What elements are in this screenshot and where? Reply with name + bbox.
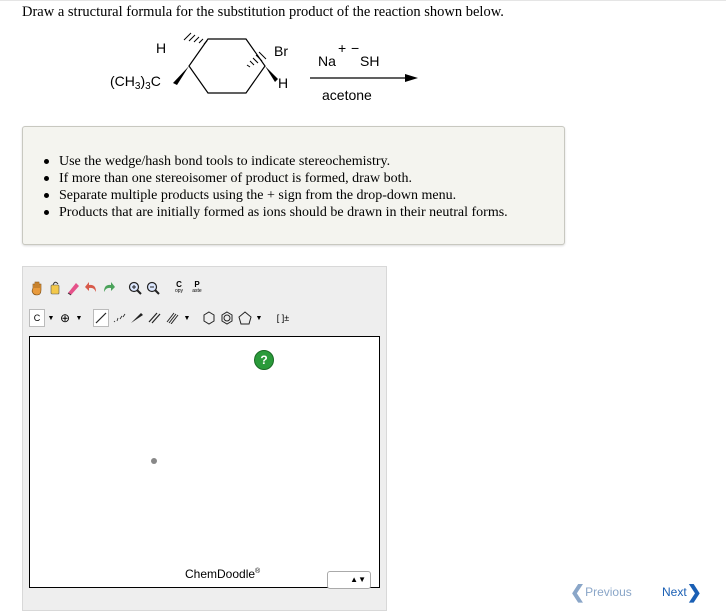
brand-mark: ®: [255, 568, 261, 575]
bracket-label: [ ]±: [276, 313, 290, 323]
benzene-ring-icon[interactable]: [219, 309, 235, 327]
top-divider: [0, 0, 726, 1]
copy-button[interactable]: [171, 279, 187, 297]
sh-charge: −: [351, 40, 360, 56]
chevron-down-icon[interactable]: ▼: [255, 314, 263, 322]
bracket-button[interactable]: [273, 309, 293, 327]
h2-label: H: [278, 75, 289, 91]
hash-wedge-bond-icon[interactable]: [111, 309, 127, 327]
double-bond-icon[interactable]: [147, 309, 163, 327]
canvas-cursor-dot: [151, 458, 157, 464]
hand-icon[interactable]: [29, 279, 45, 297]
help-button[interactable]: ?: [254, 350, 274, 370]
atom-select[interactable]: [29, 309, 45, 327]
previous-label: Previous: [585, 585, 632, 599]
paste-button[interactable]: [189, 279, 205, 297]
na-charge: +: [338, 40, 347, 56]
next-label: Next: [662, 585, 687, 599]
toolbar-row-1: [29, 277, 205, 299]
instruction-item: Use the wedge/hash bond tools to indicate stereochemistry.: [59, 153, 508, 170]
toolbar-row-2: [29, 307, 293, 329]
undo-icon[interactable]: [83, 279, 99, 297]
brand-label: ChemDoodle: [185, 567, 256, 581]
arrow-head: [405, 74, 418, 82]
hash-bond-h: [184, 33, 207, 44]
chevron-down-icon[interactable]: ▼: [47, 314, 55, 322]
instruction-list: [59, 153, 508, 221]
redo-icon[interactable]: [101, 279, 117, 297]
atom-label: C: [33, 313, 41, 323]
charge-button[interactable]: [57, 309, 73, 327]
zoom-in-icon[interactable]: [127, 279, 143, 297]
copy-sub-label: opy: [174, 288, 184, 294]
question-text: Draw a structural formula for the substitution product of the reaction shown below.: [22, 4, 504, 20]
charge-label: ⊕: [59, 311, 71, 325]
wedge-bond-icon[interactable]: [129, 309, 145, 327]
paste-label: P: [194, 280, 200, 289]
tbu-label: $(CH_3)_3C$: [110, 73, 161, 92]
chemdoodle-brand: [185, 567, 260, 581]
chevron-right-icon: ❯: [686, 582, 702, 602]
pentagon-ring-icon[interactable]: [237, 309, 253, 327]
chevron-left-icon: ❮: [570, 582, 586, 602]
instruction-item: Separate multiple products using the + sign from the drop-down menu.: [59, 187, 508, 204]
solvent-label: acetone: [322, 87, 372, 103]
chevron-down-icon[interactable]: ▼: [183, 314, 191, 322]
lasso-icon[interactable]: [47, 279, 63, 297]
reaction-scheme: [100, 30, 430, 120]
instructions-panel: [22, 126, 565, 245]
paste-sub-label: aste: [192, 288, 202, 294]
copy-label: C: [176, 280, 182, 289]
sh-label: SH: [360, 53, 380, 69]
instruction-item: If more than one stereoisomer of product is formed, draw both.: [59, 170, 508, 187]
zoom-out-icon[interactable]: [145, 279, 161, 297]
h-label: H: [156, 40, 167, 56]
product-stepper[interactable]: [327, 571, 371, 589]
stepper-arrows-icon: ▲▼: [350, 575, 366, 584]
previous-button[interactable]: [570, 582, 632, 603]
single-bond-icon[interactable]: [93, 309, 109, 327]
next-button[interactable]: [662, 582, 702, 603]
wedge-bond-h: [265, 66, 278, 82]
eraser-icon[interactable]: [65, 279, 81, 297]
chevron-down-icon[interactable]: ▼: [75, 314, 83, 322]
drawing-canvas[interactable]: [29, 336, 380, 588]
chemdoodle-editor: [22, 266, 387, 611]
na-label: Na: [318, 53, 336, 69]
cyclohexane-ring: [189, 39, 265, 93]
instruction-item: Products that are initially formed as ions should be drawn in their neutral forms.: [59, 205, 508, 220]
wedge-bond-tbu: [173, 66, 189, 85]
triple-bond-icon[interactable]: [165, 309, 181, 327]
hexagon-ring-icon[interactable]: [201, 309, 217, 327]
br-label: Br: [274, 43, 288, 59]
